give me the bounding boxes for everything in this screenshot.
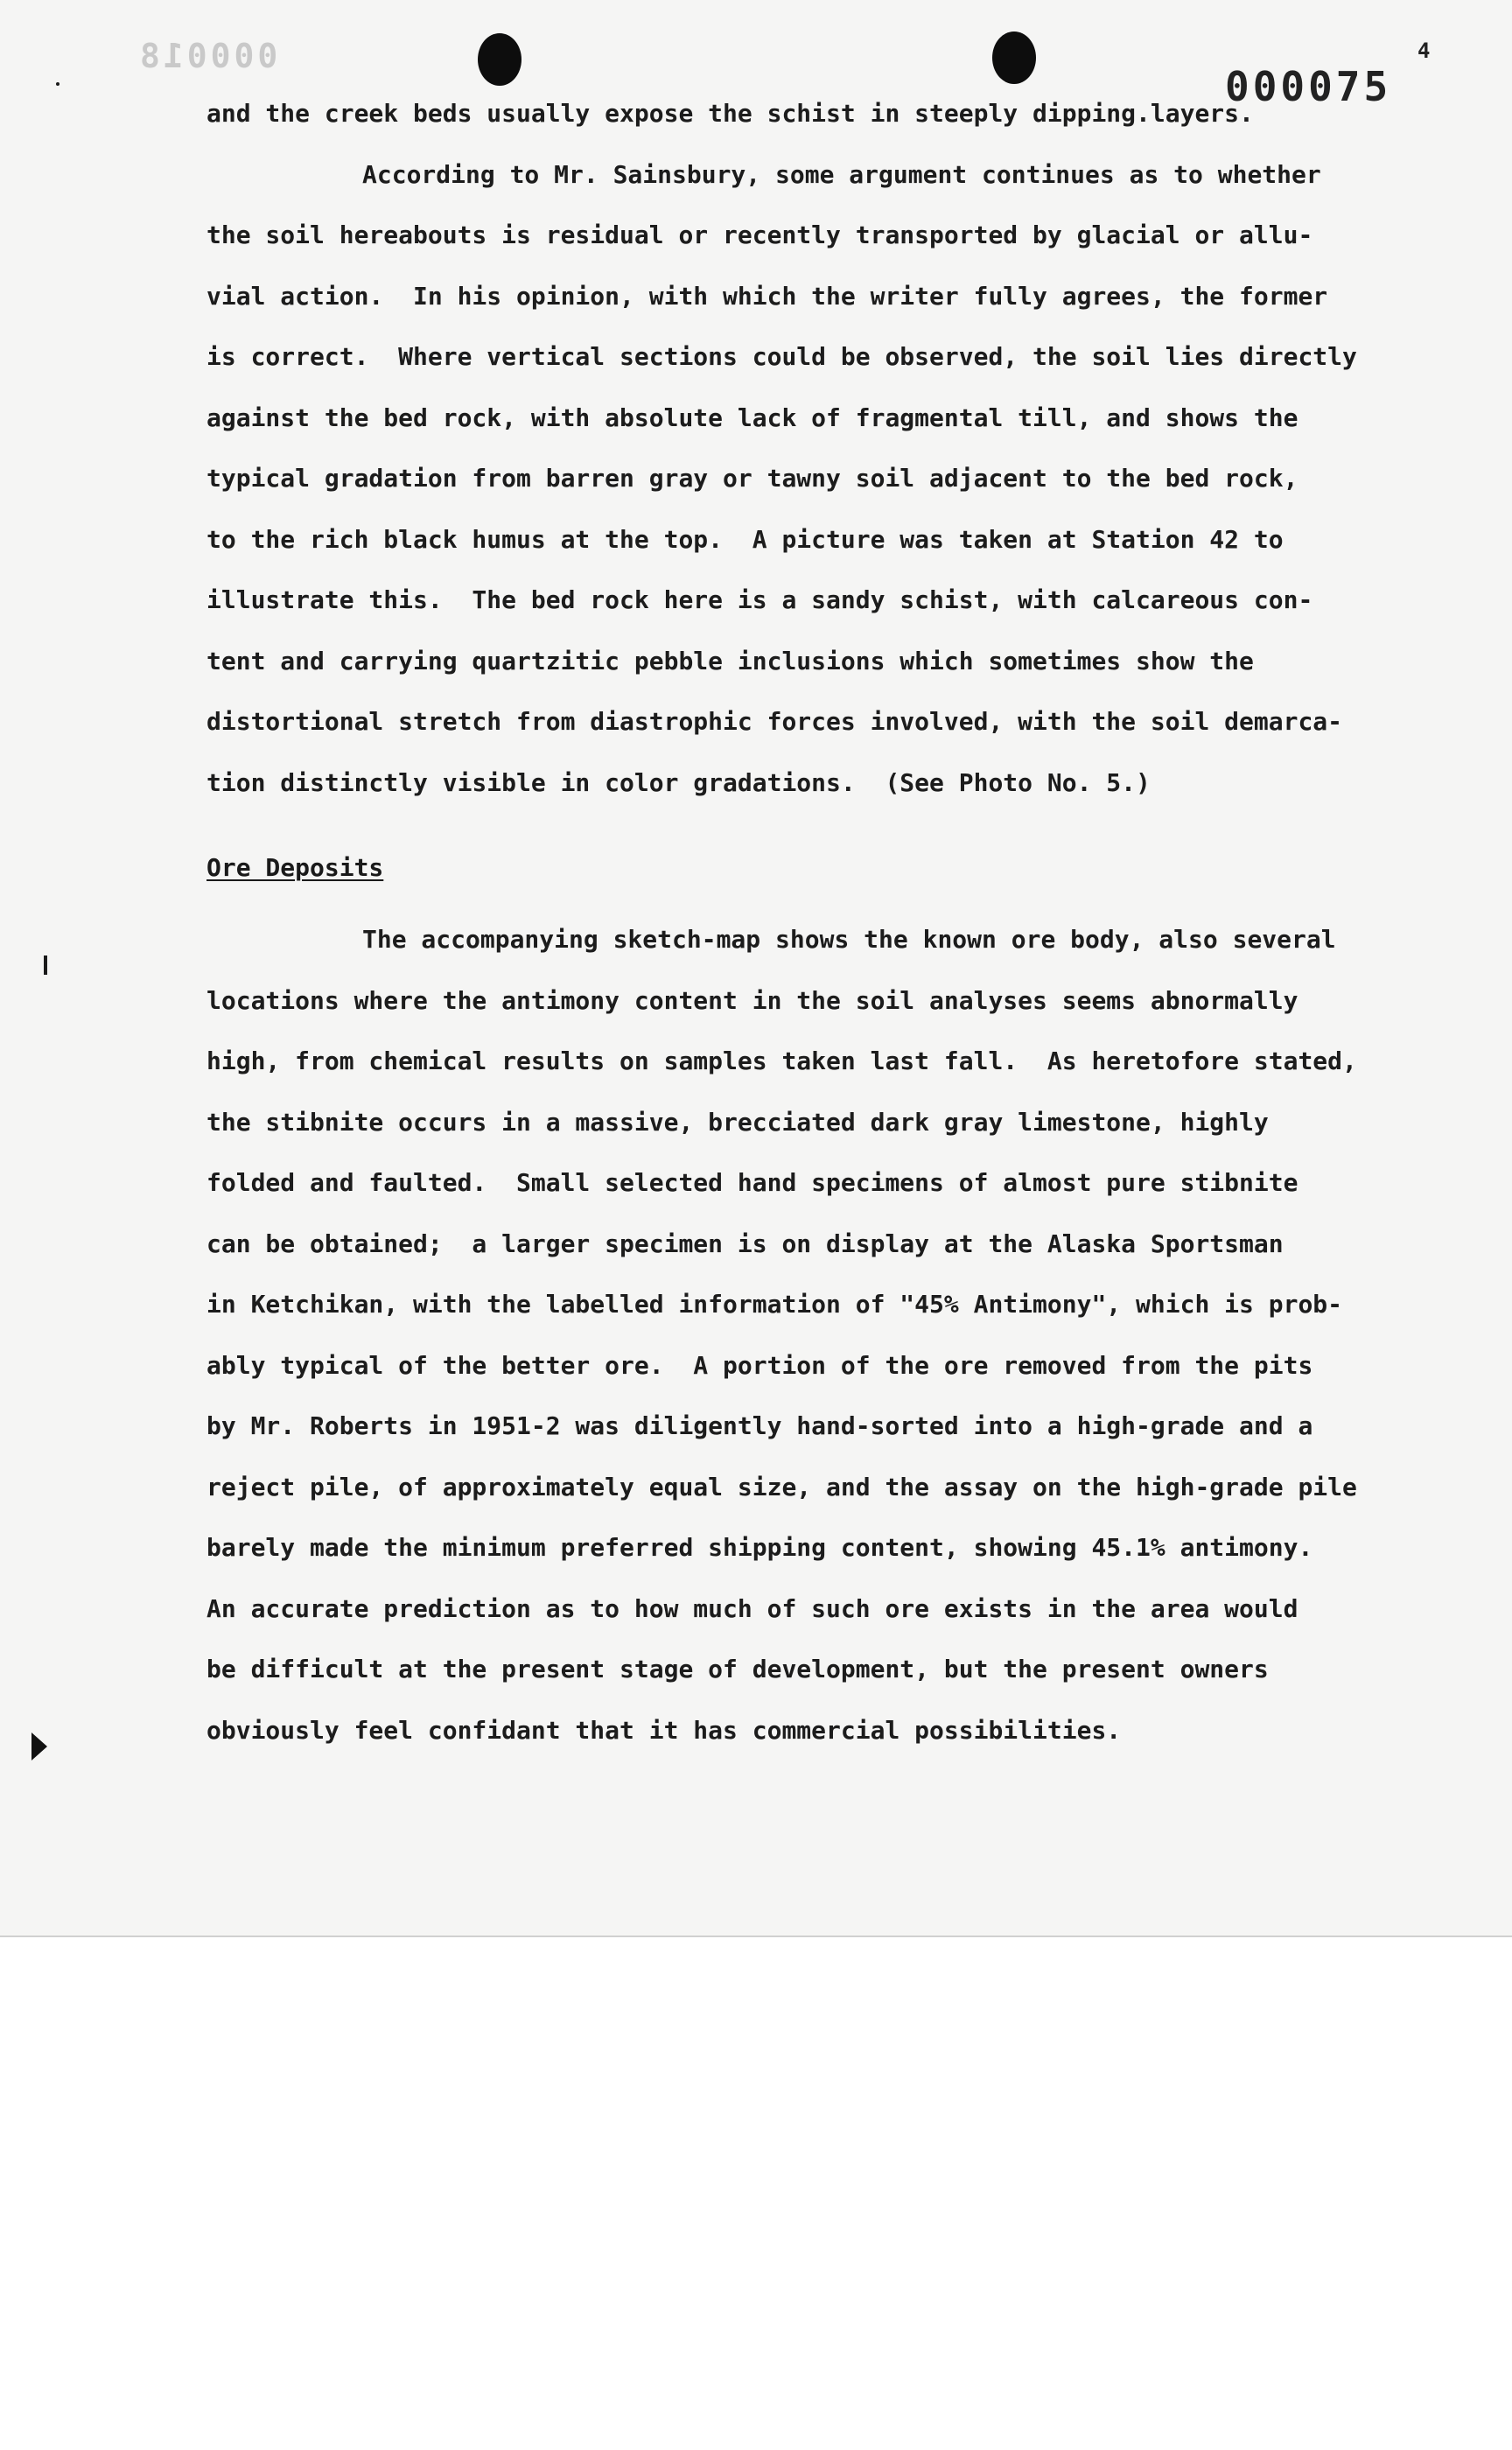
text-line: be difficult at the present stage of development, but the present owners (206, 1655, 1269, 1684)
text-line: barely made the minimum preferred shipping content, showing 45.1% antimony. (206, 1533, 1313, 1562)
stamp-number: 000075 (1225, 63, 1392, 110)
text-line: can be obtained; a larger specimen is on display at the Alaska Sportsman (206, 1228, 1284, 1258)
text-line: the soil hereabouts is residual or recently transported by glacial or allu- (206, 220, 1313, 249)
text-line: The accompanying sketch-map shows the known ore body, also several (362, 925, 1336, 954)
margin-mark (44, 956, 47, 975)
text-line: by Mr. Roberts in 1951-2 was diligently hand-sorted into a high-grade and a (206, 1411, 1313, 1440)
punch-hole (992, 32, 1036, 84)
text-line: folded and faulted. Small selected hand specimens of almost pure stibnite (206, 1168, 1298, 1197)
text-line: reject pile, of approximately equal size, and the assay on the high-grade pile (206, 1472, 1357, 1502)
section-heading: Ore Deposits (206, 853, 384, 882)
text-line: illustrate this. The bed rock here is a sandy schist, with calcareous con- (206, 585, 1313, 614)
text-line: distortional stretch from diastrophic forces involved, with the soil demarca- (206, 707, 1343, 736)
text-line: locations where the antimony content in the soil analyses seems abnormally (206, 985, 1298, 1015)
text-line: to the rich black humus at the top. A picture was taken at Station 42 to (206, 524, 1284, 554)
text-line: the stibnite occurs in a massive, brecciated dark gray limestone, highly (206, 1107, 1269, 1137)
page-number: 4 (1418, 38, 1431, 63)
text-line: high, from chemical results on samples taken last fall. As heretofore stated, (206, 1046, 1357, 1075)
text-line: tent and carrying quartzitic pebble inclusions which sometimes show the (206, 646, 1254, 676)
text-line: typical gradation from barren gray or tawny soil adjacent to the bed rock, (206, 464, 1298, 493)
text-line: in Ketchikan, with the labelled information of "45% Antimony", which is prob- (206, 1290, 1343, 1319)
text-line: and the creek beds usually expose the schist in steeply dipping.layers. (206, 99, 1254, 128)
text-line: obviously feel confidant that it has commercial possibilities. (206, 1715, 1122, 1745)
text-line: vial action. In his opinion, with which the writer fully agrees, the former (206, 281, 1328, 311)
text-line: According to Mr. Sainsbury, some argument continues as to whether (362, 159, 1321, 189)
text-line: ably typical of the better ore. A portion of the ore removed from the pits (206, 1350, 1313, 1380)
bleed-through-number: 000018 (136, 37, 278, 75)
text-line: against the bed rock, with absolute lack of fragmental till, and shows the (206, 402, 1298, 432)
margin-mark (56, 82, 60, 86)
margin-mark (32, 1732, 47, 1760)
text-line: tion distinctly visible in color gradations. (See Photo No. 5.) (206, 767, 1151, 797)
body-text (206, 96, 1432, 1774)
punch-hole (478, 33, 522, 86)
text-line: is correct. Where vertical sections could be observed, the soil lies directly (206, 342, 1357, 371)
text-line: An accurate prediction as to how much of such ore exists in the area would (206, 1593, 1298, 1623)
